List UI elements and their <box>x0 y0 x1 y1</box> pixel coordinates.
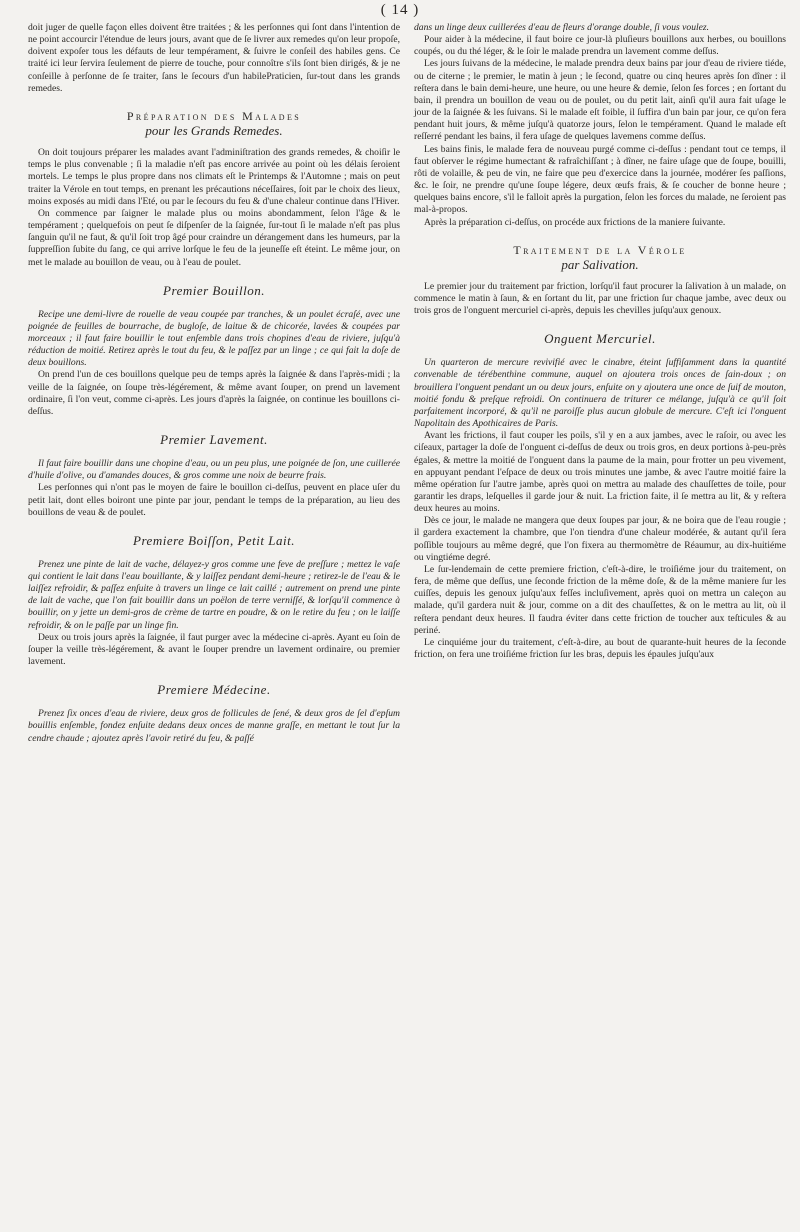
heading-text: Premiere Boiſſon, Petit Lait. <box>133 532 295 548</box>
section-heading-lavement <box>28 432 400 448</box>
paragraph: Pour aider à la médecine, il faut boire ce jour-là pluſieurs bouillons aux herbes, ou bouillons coupés, ou du thé léger, & le ſoir le malade prendra un lavement comme deſſus. <box>414 34 786 58</box>
paragraph: On prend l'un de ces bouillons quelque peu de temps après la ſaignée & dans l'après-midi ; la veille de la ſaignée, on ſoupe très-légérement, & même avant ſouper, on prend un lavement ordinaire, ſi l'on veut, comme ci-après. Les jours d'après la ſaignée, on continue les bouillons ci-deſſus. <box>28 369 400 417</box>
paragraph: Après la préparation ci-deſſus, on procéde aux frictions de la maniere ſuivante. <box>424 216 726 228</box>
page-number: ( 14 ) <box>380 2 420 18</box>
section-heading-boisson <box>28 533 400 549</box>
paragraph: Le premier jour du traitement par friction, lorſqu'il faut procurer la ſalivation à un malade, on commence le matin à ſaun, & en ſortant du lit, par une friction ſur chaque jambe, avec deux ou trois gros de l'onguent mercuriel ci-après, depuis les chevilles juſqu'aux genoux. <box>414 280 786 317</box>
heading-text: Premier Bouillon. <box>163 282 265 298</box>
left-column <box>28 22 400 745</box>
paragraph: Le ſur-lendemain de cette premiere friction, c'eſt-à-dire, le troiſiéme jour du traitement, on fera, de même que deſſus, une ſeconde friction de la même doſe, & de la même maniere ſur les cuiſſes, depuis les genoux juſqu'aux feſſes incluſivement, après quoi on mettra un caleçon au malade, qu'il gardera nuit & jour, comme on a dit des chauſſettes, & on le mettra au lit, où il reſtera pendant deux heures. Il faudra éviter dans cette friction de toucher aux teſticules & au periné. <box>414 563 786 636</box>
recipe-paragraph: Prenez ſix onces d'eau de riviere, deux gros de follicules de ſené, & deux gros de ſel d'epſum bouillis enſemble, fondez enſuite dedans deux onces de manne graſſe, en mettant le tout ſur la cendre chaude ; ajoutez après l'avoir retiré du feu, & paſſé <box>28 708 400 744</box>
right-column <box>414 22 786 745</box>
recipe-paragraph: Recipe une demi-livre de rouelle de veau coupée par tranches, & un poulet écraſé, avec une poignée de feuilles de bourrache, de bugloſe, de laitue & de chicorée, lavées & coupées par morceaux ; il faut faire bouillir le tout enſemble dans trois chopines d'eau de riviere, juſqu'à réduction de moitié. Retirez après le tout du feu, & le paſſez par un linge ; ce qui fait la doſe de deux bouillons. <box>28 308 400 369</box>
paragraph: Les perſonnes qui n'ont pas le moyen de faire le bouillon ci-deſſus, peuvent en place uſer du petit lait, dont elles boiront une pinte par jour, pendant le temps de la préparation, au lieu des bouillons de veau & de poulet. <box>28 482 400 518</box>
paragraph: doit juger de quelle façon elles doivent être traitées ; & les perſonnes qui ſont dans l'intention de ne point accourcir l'étendue de leurs jours, avant que de ſe livrer aux remedes qu'on leur propoſe, doivent expoſer tous les défauts de leur tempérament, & ſuivre le conſeil des habiles gens. Ce traité ici leur ſervira ſeulement de pierre de touche, pour connoître s'ils ſont bien dirigés, & je ne conſeille à perſonne de ſe traiter, ſans le ſecours d'un habilePraticien, ſur-tout dans les grands remedes. <box>28 22 400 94</box>
paragraph: Dès ce jour, le malade ne mangera que deux ſoupes par jour, & ne boira que de l'eau rougie ; il gardera exactement la chambre, que l'on tiendra d'une chaleur modérée, & autant qu'il ſera poſſible toujours au même degré, que l'on fixera au thermomètre de Réaumur, au dix-huitiéme ou vingtiéme degré. <box>414 515 786 563</box>
heading-text: Premiere Médecine. <box>157 682 271 698</box>
section-heading-bouillon <box>28 283 400 299</box>
paragraph: Les bains finis, le malade fera de nouveau purgé comme ci-deſſus : pendant tout ce temps, il faut obſerver le régime humectant & rafraîchiſſant ; à dîner, ne faire uſage que de ſoupe, bouilli, rôti de volaille, & peu de vin, ne faire que peu d'exercice dans la journée, modérer ſes paſſions, &c. le ſoir, ne prendre qu'une ſoupe légere, deux œufs frais, & ſe coucher de bonne heure ; quelques bains encore, s'il le falloit après la purgation, ſelon les forces du malade, ne ſeroient pas mal-à-propos. <box>414 143 786 216</box>
section-heading-preparation: Préparation des Malades <box>126 108 302 123</box>
paragraph: Avant les frictions, il faut couper les poils, s'il y en a aux jambes, avec le raſoir, ou avec les ciſeaux, partager la doſe de l'onguent ci-deſſus de deux ou trois gros, en deux portions à-peu-près égales, & mettre la moitié de l'onguent dans la paume de la main, pour frotter un peu vivement, en appuyant pendant l'eſpace de deux ou trois minutes une jambe, & avec l'autre moitié faire la même opération ſur l'autre jambe, après quoi on mettra au malade des chauſſettes de toile, pour garantir les draps, leſquelles il garde jour & nuit. La friction faite, il ſe mettra au lit, & y reſtera deux heures au moins. <box>414 430 786 515</box>
text-columns <box>28 22 786 745</box>
recipe-paragraph: Prenez une pinte de lait de vache, délayez-y gros comme une feve de preſſure ; mettez le vaſe qui contient le lait dans l'eau bouillante, & y laiſſez pendant demi-heure ; retirez-le de l'eau & le laiſſez refroidir, & paſſez enſuite à travers un linge ce lait caillé ; autrement on prend une pinte de lait de vache, que l'on fait bouillir dans un poëlon de terre verniſſé, & lorſqu'il commence à bouillir, on y jette un demi-gros de crème de tartre en poudre, & on le retire du feu ; on le laiſſe refroidir, & on le paſſe par un linge fin. <box>28 558 400 631</box>
section-heading-onguent <box>414 331 786 347</box>
paragraph: Le cinquiéme jour du traitement, c'eſt-à-dire, au bout de quarante-huit heures de la ſeconde friction, on fera une troiſiéme friction ſur les bras, depuis les épaules juſqu'aux <box>414 636 786 661</box>
paragraph: On commence par ſaigner le malade plus ou moins abondamment, ſelon l'âge & le tempérament ; quelquefois on peut ſe diſpenſer de la ſaignée, ſur-tout ſi le malade n'eſt pas plus ſanguin qu'il ne faut, & qu'il ſoit trop âgé pour craindre un dérangement dans les humeurs, par la ſuppreſſion ſubite du ſang, ce qui arrive lorſque le feu de la jeuneſſe eſt éteint. Le même jour, on met le malade au bouillon de veau, ou à l'eau de poulet. <box>28 207 400 268</box>
heading-text: Premier Lavement. <box>160 432 268 448</box>
recipe-paragraph: Un quarteron de mercure revivifié avec le cinabre, éteint ſuffiſamment dans la quantité convenable de térébenthine commune, auquel on ajoutera trois onces de ſain-doux ; on brouillera l'onguent pendant un ou deux jours, enſuite on y ajoutera une once de ſuif de mouton, moitié fondu & preſque refroidi. On continuera de triturer ce mélange, juſqu'à ce qu'il ſoit parfaitement incorporé, & qu'il ne paroiſſe plus aucun globule de mercure. C'eſt ici l'onguent Napolitain des Apothicaires de Paris. <box>414 357 786 430</box>
section-heading-traitement: Traitement de la Vérole <box>513 242 687 257</box>
paragraph: Les jours ſuivans de la médecine, le malade prendra deux bains par jour d'eau de riviere tiéde, ou de citerne ; le premier, le matin à jeun ; le ſecond, quatre ou cinq heures après ſon dîner : il reſtera dans le bain demi-heure, une heure, ou une heure & demie, ſelon ſes forces ; en ſortant du bain, il prendra un bouillon de veau ou de poulet, ou du petit lait, ainſi qu'il aura fait uſage le jour de la ſaignée & les ſuivans. Si le malade eſt foible, il ſuffira d'un bain par jour, ce qu'on fera pendant huit jours, & même juſqu'à quatorze jours, ſelon le tempérament. Quand le malade eſt reſſerré pendant les bains, il fera uſage de quelques lavemens comme deſſus. <box>414 58 786 143</box>
paragraph: Deux ou trois jours après la ſaignée, il faut purger avec la médecine ci-après. Ayant eu ſoin de ſouper la veille très-légérement, & avant le ſouper prendre un lavement ordinaire, ou premier lavement. <box>28 631 400 668</box>
section-subheading-preparation: pour les Grands Remedes. <box>145 122 283 138</box>
section-heading-medecine <box>28 682 400 698</box>
recipe-paragraph: Il faut faire bouillir dans une chopine d'eau, ou un peu plus, une poignée de ſon, une cuillerée d'huile d'olive, ou d'amandes douces, & gros comme une noix de beurre frais. <box>28 458 400 482</box>
section-subheading-traitement: par Salivation. <box>561 256 639 272</box>
heading-text: Onguent Mercuriel. <box>544 331 656 347</box>
paragraph: On doit toujours préparer les malades avant l'adminiſtration des grands remedes, & choiſir le temps le plus convenable ; ſi la maladie n'eſt pas encore arrivée au point où les délais ſeroient mortels. Le temps le plus propre dans nos climats eſt le Printemps & l'Automne ; mais on peut traiter la Vérole en tout temps, en prenant les précautions néceſſaires, ſoit par le choix des lieux, moins exposés au midi dans l'Eté, ou par le ſecours du feu & d'une chaleur continue dans l'Hiver. <box>28 147 400 207</box>
recipe-paragraph: dans un linge deux cuillerées d'eau de fleurs d'orange double, ſi vous voulez. <box>414 22 710 33</box>
